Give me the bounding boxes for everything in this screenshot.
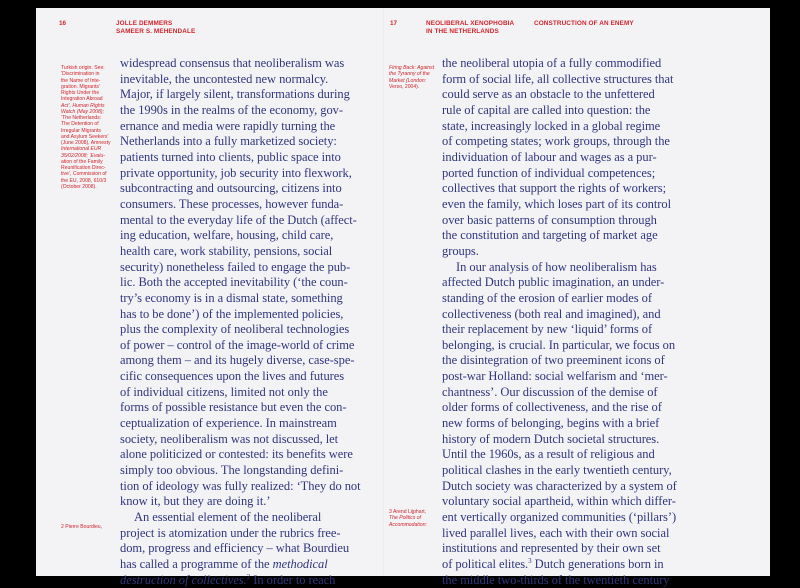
body-line: new forms of belonging, begins with a brief	[442, 416, 660, 431]
side-note-line: The Detention of	[61, 121, 99, 128]
body-line: plus the complexity of neoliberal technologies	[120, 322, 350, 337]
body-line: of individual citizens, limited not only the	[120, 384, 328, 399]
footnote-line: 3 Arend Lijphart,	[389, 509, 427, 515]
body-line: history of modern Dutch societal structures.	[442, 431, 660, 446]
body-line: widespread consensus that neoliberalism was	[120, 56, 345, 70]
side-note-line: the Name of Inte-	[61, 77, 101, 84]
side-note-line: Turkish origin. See:	[61, 65, 105, 71]
side-note-line: ation of the Family	[61, 158, 103, 165]
side-note-line: Rights Under the	[61, 90, 100, 96]
body-line: Dutch society was characterized by a system of	[442, 478, 677, 493]
side-note-line: and Asylum Seekers’	[61, 133, 109, 140]
side-note-line: Verso, 2004).	[389, 83, 420, 90]
body-line: dom, progress and efficiency – what Bourdieu	[120, 541, 350, 556]
body-line: simply too obvious. The longstanding defini-	[120, 463, 344, 478]
body-line: tion of ideology was fully realized: ‘They do not	[120, 478, 361, 493]
body-line: security) nonetheless failed to engage the pub-	[120, 259, 351, 274]
side-note-line: the Tyranny of the	[389, 71, 430, 78]
body-line: ported function of individual competences;	[442, 165, 656, 180]
body-line: An essential element of the neoliberal	[134, 510, 322, 525]
body-line: health care, work stability, pensions, social	[120, 243, 333, 258]
body-line: try’s economy is in a dismal state, something	[120, 290, 343, 305]
body-line: lic. Both the accepted inevitability (‘the coun-	[120, 275, 348, 290]
side-note-line: (June 2008), Amnesty	[61, 140, 111, 146]
author-2: SAMEER S. MEHENDALE	[116, 27, 196, 35]
body-line: forms of possible resistance but even the con-	[120, 400, 347, 415]
body-line: affected Dutch public imagination, an under-	[442, 275, 665, 290]
body-text-right	[442, 56, 677, 588]
body-line: among them – and its hugely diverse, case-spe-	[120, 353, 355, 368]
body-line: collectives that support the rights of workers;	[442, 181, 666, 196]
side-note-left	[61, 65, 113, 190]
page-number-left: 16	[59, 20, 67, 27]
side-note-line: ‘Discrimination in	[61, 71, 100, 78]
body-line: ent vertically organized communities (‘pillars’)	[442, 510, 677, 525]
body-line: chantness’. Our discussion of the demise of	[442, 384, 658, 399]
side-note-line: the EU, 2008, 610/3	[61, 177, 107, 184]
side-note-line: Watch (May 2008);	[61, 108, 104, 115]
body-line: could serve as an obstacle to the unfettered	[442, 87, 655, 102]
body-line: ernance and media were rapidly turning the	[120, 118, 336, 133]
body-line: consumers. These processes, however funda-	[120, 196, 344, 211]
left-page	[36, 8, 383, 587]
body-line: political clashes in the early twentieth century,	[442, 463, 672, 478]
footnote-right	[389, 509, 441, 528]
body-line: has to be done’) of the implemented policies,	[120, 306, 344, 321]
body-line: the 1990s in the realms of the economy, gov-	[120, 102, 343, 117]
body-line: their replacement by new ‘liquid’ forms of	[442, 322, 653, 337]
body-line: standing of the erosion of earlier modes of	[442, 290, 652, 305]
side-note-line: tive’, Commission of	[61, 171, 107, 178]
body-line: ing education, welfare, housing, child care,	[120, 228, 334, 243]
side-note-line: (October 2008).	[61, 183, 97, 190]
body-line: older forms of collectiveness, and the rise of	[442, 400, 662, 415]
body-line: rule of capital are called into question: the	[442, 102, 651, 117]
body-line: destruction of collectives.$^2$ In order to reach	[120, 572, 336, 587]
right-page	[384, 8, 770, 587]
running-header-chapter: CONSTRUCTION OF AN ENEMY	[534, 20, 634, 27]
footnote-left: 2 Pierre Bourdieu,	[61, 524, 103, 530]
body-line: institutions and represented by their own set	[442, 541, 661, 556]
body-line: groups.	[442, 243, 479, 258]
body-line: has called a programme of the methodical	[120, 557, 328, 571]
body-line: Until the 1960s, as a result of religious and	[442, 447, 655, 462]
body-line: lived parallel lives, each with their own social	[442, 525, 670, 540]
header-line: NEOLIBERAL XENOPHOBIA	[426, 20, 515, 27]
body-line: the constitution and targeting of market age	[442, 228, 658, 243]
body-line: form of social life, all collective structures that	[442, 71, 674, 86]
body-line: Major, if largely silent, transformations during	[120, 87, 350, 102]
body-line: In our analysis of how neoliberalism has	[456, 259, 657, 274]
body-line: state, increasingly locked in a global regime	[442, 118, 661, 133]
body-line: collectiveness (both real and imagined), and	[442, 306, 661, 321]
side-note-line: Act’, Human Rights	[61, 102, 105, 109]
side-note-line: Integration Abroad	[61, 96, 103, 103]
body-line: private opportunity, job security into flexwork,	[120, 165, 352, 180]
body-line: of political elites.$^3$ Dutch generations born in	[442, 556, 664, 571]
side-note-line: Irregular Migrants	[61, 127, 101, 134]
body-line: ceptualization of experience. In mainstream	[120, 416, 337, 431]
body-line: of power – control of the image-world of crime	[120, 337, 355, 352]
body-line: mental to the everyday life of the Dutch (affect-	[120, 212, 357, 227]
side-note-line: International EUR	[61, 146, 102, 153]
body-line: over basic patterns of consumption through	[442, 212, 657, 227]
page-number-right: 17	[390, 20, 398, 27]
header-line: IN THE NETHERLANDS	[426, 27, 499, 35]
footnote-line: Accommodation:	[389, 521, 427, 528]
side-note-line: 35/02/2008; ‘Evalu-	[61, 152, 105, 159]
body-text-left	[120, 56, 361, 588]
side-note-line: gration. Migrants’	[61, 83, 101, 90]
side-note-right	[389, 65, 441, 90]
running-header-authors	[116, 20, 195, 35]
body-line: alone politicized or contested: its benefits were	[120, 447, 353, 462]
body-line: Netherlands into a fully marketized society:	[120, 134, 337, 149]
side-note-line: Market (London:	[389, 77, 427, 84]
side-note-line: Firing Back: Against	[389, 65, 435, 71]
body-line: subcontracting and outsourcing, citizens into	[120, 181, 342, 196]
running-header-title	[426, 20, 514, 35]
footnote-line: The Politics of	[389, 515, 421, 522]
body-line: patients turned into clients, public space into	[120, 149, 341, 164]
body-line: voluntary social apartheid, within which differ-	[442, 494, 676, 509]
body-line: know it, but they are doing it.’	[120, 494, 271, 509]
author-1: JOLLE DEMMERS	[116, 20, 173, 27]
body-line: belonging, is crucial. In particular, we focus on	[442, 337, 676, 352]
body-line: cific consequences upon the lives and futures	[120, 369, 345, 384]
body-line: inevitable, the uncontested new normalcy.	[120, 71, 329, 86]
body-line: project is atomization under the rubrics free-	[120, 525, 341, 540]
body-line: the neoliberal utopia of a fully commodified	[442, 56, 662, 70]
side-note-line: ‘The Netherlands:	[61, 115, 102, 121]
body-line: the middle two-thirds of the twentieth century	[442, 572, 670, 587]
body-line: even the family, which loses part of its control	[442, 196, 672, 211]
body-line: post-war Holland: social welfarism and ‘mer-	[442, 369, 668, 384]
body-line: the disintegration of two preeminent icons of	[442, 353, 665, 368]
side-note-line: Reunification Direc-	[61, 165, 106, 171]
body-line: individuation of labour and wages as a pur-	[442, 149, 657, 164]
body-line: society, neoliberalism was not discussed, let	[120, 431, 339, 446]
body-line: of competing states; work groups, through the	[442, 134, 670, 149]
